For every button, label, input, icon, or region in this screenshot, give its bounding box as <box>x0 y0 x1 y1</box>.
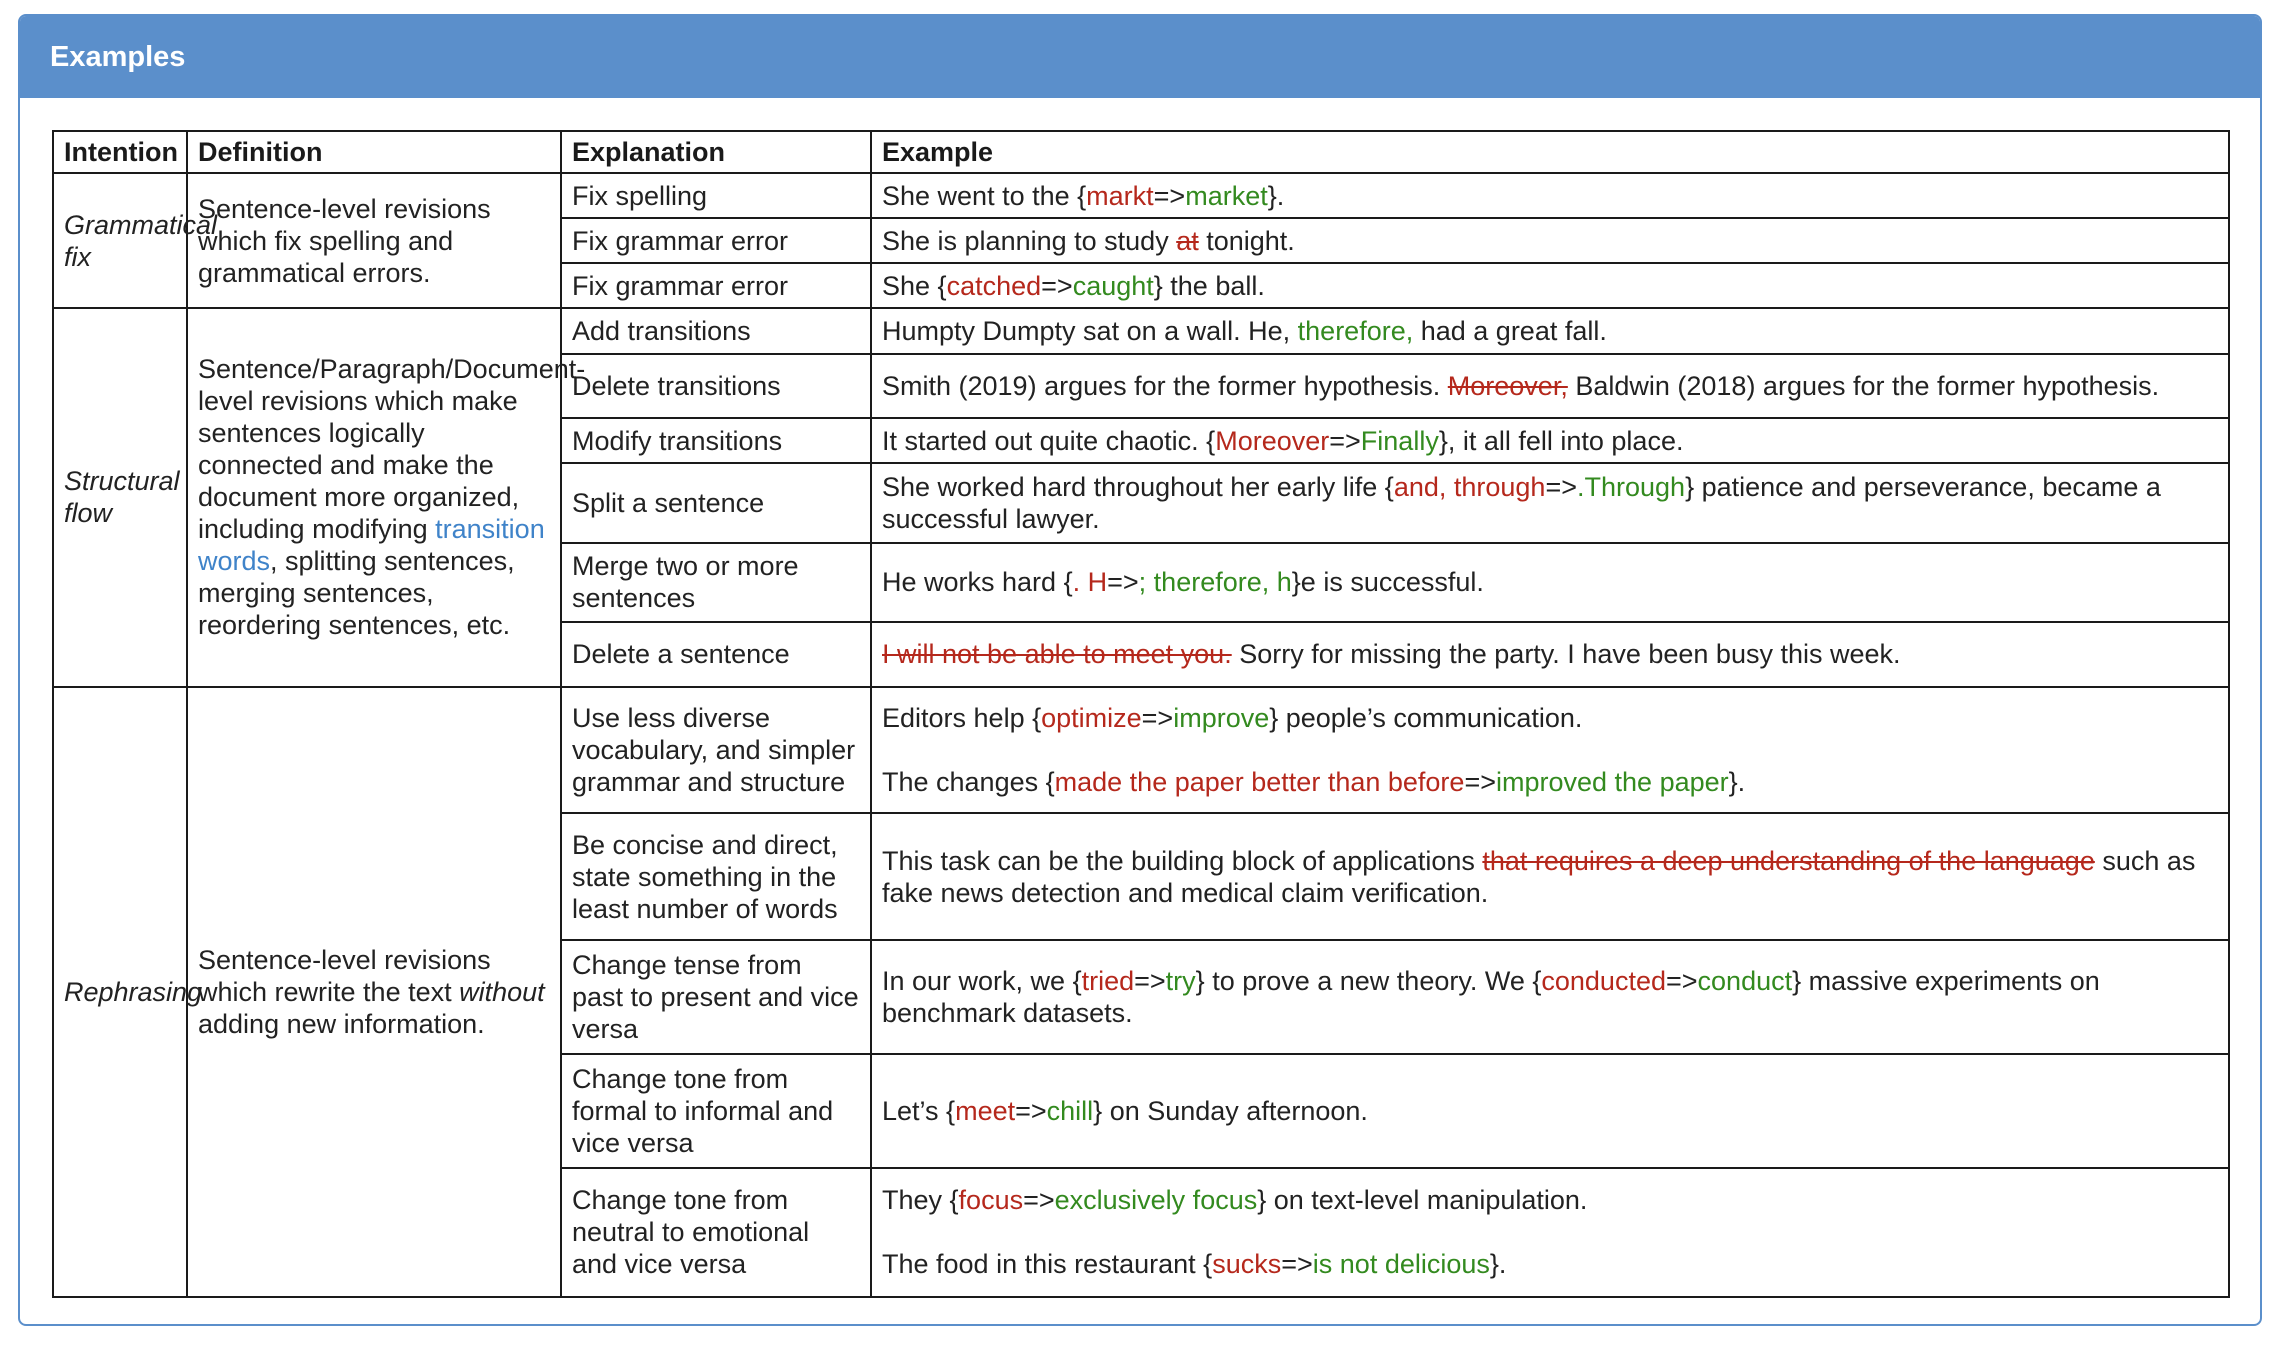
header-example: Example <box>871 131 2229 173</box>
header-intention: Intention <box>53 131 187 173</box>
intention-cell: Grammatical fix <box>53 173 187 308</box>
definition-text: adding new information. <box>198 1008 485 1039</box>
explanation-cell: Fix spelling <box>561 173 871 218</box>
definition-emphasis: without <box>459 976 545 1007</box>
definition-cell: Sentence-level revisions which fix spelling and grammatical errors. <box>187 173 561 308</box>
example-cell: They {focus=>exclusively focus} on text-level manipulation. The food in this restaurant {sucks=>is not delicious}. <box>871 1168 2229 1297</box>
table-row <box>53 687 2229 814</box>
explanation-cell: Change tone from neutral to emotional and vice versa <box>561 1168 871 1297</box>
intention-cell: Structural flow <box>53 308 187 686</box>
examples-table <box>52 130 2230 1298</box>
table-header-row <box>53 131 2229 173</box>
example-cell: It started out quite chaotic. {Moreover=>Finally}, it all fell into place. <box>871 418 2229 463</box>
explanation-cell: Split a sentence <box>561 463 871 543</box>
example-cell: In our work, we {tried=>try} to prove a new theory. We {conducted=>conduct} massive experiments on benchmark datasets. <box>871 940 2229 1054</box>
explanation-cell: Fix grammar error <box>561 263 871 308</box>
explanation-cell: Delete a sentence <box>561 622 871 686</box>
example-cell: She went to the {markt=>market}. <box>871 173 2229 218</box>
definition-text: Sentence-level revisions which rewrite the text <box>198 944 491 1007</box>
example-cell: She is planning to study at tonight. <box>871 218 2229 263</box>
explanation-cell: Change tone from formal to informal and vice versa <box>561 1054 871 1168</box>
definition-cell <box>187 687 561 1297</box>
definition-text: , splitting sentences, merging sentences, reordering sentences, etc. <box>198 546 515 641</box>
transition-words-link[interactable]: transition words <box>198 514 545 577</box>
example-cell: She worked hard throughout her early life {and, through=>.Through} patience and perseverance, became a successful lawyer. <box>871 463 2229 543</box>
explanation-cell: Merge two or more sentences <box>561 543 871 623</box>
table-row <box>53 173 2229 218</box>
explanation-cell: Change tense from past to present and vice versa <box>561 940 871 1054</box>
panel-title: Examples <box>20 16 2260 98</box>
example-cell: Let’s {meet=>chill} on Sunday afternoon. <box>871 1054 2229 1168</box>
explanation-cell: Fix grammar error <box>561 218 871 263</box>
example-cell: Editors help {optimize=>improve} people’s communication. The changes {made the paper better than before=>improved the paper}. <box>871 687 2229 814</box>
example-cell: He works hard {. H=>; therefore, h}e is successful. <box>871 543 2229 623</box>
header-definition: Definition <box>187 131 561 173</box>
definition-text: Sentence/Paragraph/Document-level revisions which make sentences logically connected and make the document more organized, including modifying <box>198 354 586 545</box>
examples-panel <box>18 14 2262 1326</box>
header-explanation: Explanation <box>561 131 871 173</box>
example-cell: Smith (2019) argues for the former hypothesis. Moreover, Baldwin (2018) argues for the former hypothesis. <box>871 354 2229 418</box>
example-cell: She {catched=>caught} the ball. <box>871 263 2229 308</box>
explanation-cell: Be concise and direct, state something in the least number of words <box>561 813 871 940</box>
explanation-cell: Modify transitions <box>561 418 871 463</box>
example-cell: Humpty Dumpty sat on a wall. He, therefore, had a great fall. <box>871 308 2229 353</box>
definition-cell <box>187 308 586 686</box>
example-cell: I will not be able to meet you. Sorry for missing the party. I have been busy this week. <box>871 622 2229 686</box>
intention-cell: Rephrasing <box>53 687 187 1297</box>
example-cell: This task can be the building block of applications that requires a deep understanding of the language such as fake news detection and medical claim verification. <box>871 813 2229 940</box>
explanation-cell: Add transitions <box>561 308 871 353</box>
explanation-cell: Use less diverse vocabulary, and simpler grammar and structure <box>561 687 871 814</box>
explanation-cell: Delete transitions <box>561 354 871 418</box>
table-row <box>53 308 2229 353</box>
